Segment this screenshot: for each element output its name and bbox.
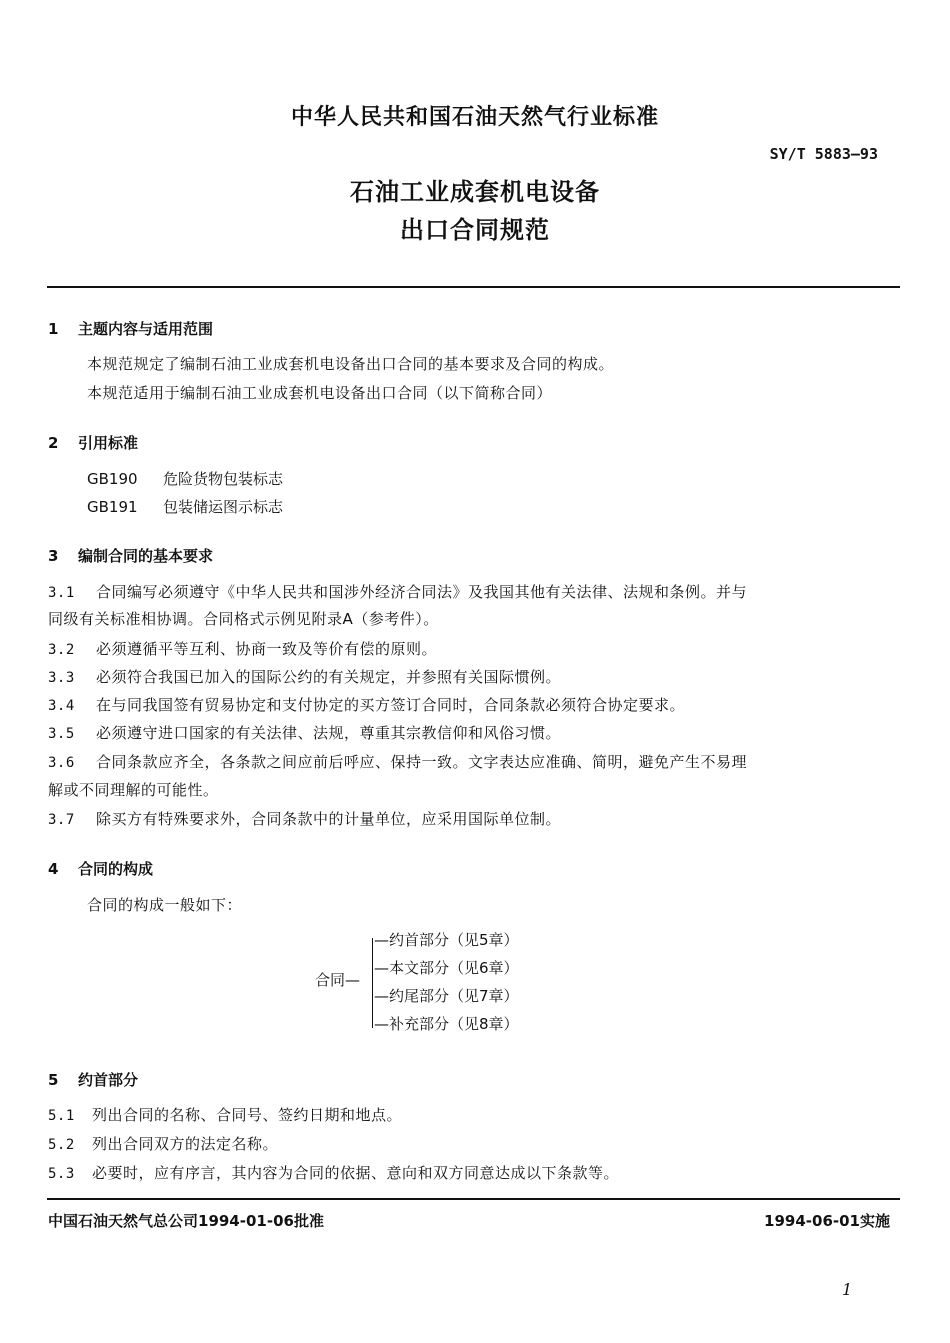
header-divider (47, 286, 900, 288)
structure-root: 合同— (315, 971, 361, 989)
clause-number: 3.6 (48, 755, 75, 771)
clause-5-1 (48, 1104, 402, 1125)
clause-text: 必须遵循平等互利、协商一致及等价有偿的原则。 (96, 640, 438, 658)
section-1-paragraph-2: 本规范适用于编制石油工业成套机电设备出口合同（以下简称合同） (87, 384, 553, 402)
clause-text: 列出合同双方的法定名称。 (92, 1135, 279, 1153)
clause-text: 合同编写必须遵守《中华人民共和国涉外经济合同法》及我国其他有关法律、法规和条例。并与 (96, 583, 748, 601)
section-1-paragraph-1: 本规范规定了编制石油工业成套机电设备出口合同的基本要求及合同的构成。 (87, 355, 615, 373)
reference-name: 包装储运图示标志 (163, 498, 284, 516)
clause-3-1 (48, 581, 747, 602)
reference-name: 危险货物包装标志 (163, 470, 284, 488)
clause-number: 3.5 (48, 726, 75, 742)
reference-code: GB190 (87, 470, 138, 488)
section-number: 3 (48, 547, 59, 565)
document-title-line-1: 石油工业成套机电设备 (350, 178, 600, 206)
standard-number: SY/T 5883—93 (769, 145, 878, 163)
clause-3-5 (48, 722, 561, 743)
clause-number: 3.3 (48, 670, 75, 686)
structure-branch: —本文部分（见6章） (374, 959, 519, 977)
section-1-heading (48, 318, 213, 339)
section-title: 约首部分 (78, 1071, 139, 1089)
section-5-heading (48, 1069, 138, 1090)
document-title-line-2: 出口合同规范 (400, 216, 550, 244)
clause-number: 3.7 (48, 812, 75, 828)
section-4-heading (48, 858, 153, 879)
clause-text: 必须遵守进口国家的有关法律、法规，尊重其宗教信仰和风俗习惯。 (96, 724, 562, 742)
section-number: 4 (48, 860, 59, 878)
section-title: 主题内容与适用范围 (78, 320, 214, 338)
clause-number: 3.2 (48, 642, 75, 658)
effective-date: 1994-06-01实施 (764, 1212, 890, 1230)
clause-text: 在与同我国签有贸易协定和支付协定的买方签订合同时，合同条款必须符合协定要求。 (96, 696, 686, 714)
section-title: 编制合同的基本要求 (78, 547, 214, 565)
clause-3-4 (48, 694, 685, 715)
clause-3-6 (48, 751, 747, 772)
section-title: 合同的构成 (78, 860, 154, 878)
section-title: 引用标准 (78, 434, 139, 452)
section-number: 2 (48, 434, 59, 452)
clause-text: 除买方有特殊要求外，合同条款中的计量单位，应采用国际单位制。 (96, 810, 562, 828)
clause-3-2 (48, 638, 437, 659)
clause-number: 5.2 (48, 1137, 75, 1153)
footer-divider (47, 1198, 900, 1200)
clause-3-7 (48, 808, 561, 829)
clause-number: 5.1 (48, 1108, 75, 1124)
clause-text: 列出合同的名称、合同号、签约日期和地点。 (92, 1106, 403, 1124)
clause-number: 3.4 (48, 698, 75, 714)
clause-text: 必要时，应有序言，其内容为合同的依据、意向和双方同意达成以下条款等。 (92, 1164, 620, 1182)
reference-item (87, 496, 283, 517)
section-number: 5 (48, 1071, 59, 1089)
clause-text: 必须符合我国已加入的国际公约的有关规定，并参照有关国际惯例。 (96, 668, 562, 686)
issuing-authority-heading: 中华人民共和国石油天然气行业标准 (290, 105, 659, 130)
section-3-heading (48, 545, 213, 566)
reference-item (87, 468, 283, 489)
reference-code: GB191 (87, 498, 138, 516)
approval-date: 中国石油天然气总公司1994-01-06批准 (48, 1212, 324, 1230)
structure-branch: —约尾部分（见7章） (374, 987, 519, 1005)
clause-number: 3.1 (48, 585, 75, 601)
section-number: 1 (48, 320, 59, 338)
section-4-intro: 合同的构成一般如下： (87, 896, 243, 914)
structure-branch: —约首部分（见5章） (374, 931, 519, 949)
clause-5-3 (48, 1162, 619, 1183)
structure-bracket (372, 938, 373, 1028)
clause-5-2 (48, 1133, 278, 1154)
clause-number: 5.3 (48, 1166, 75, 1182)
section-2-heading (48, 432, 138, 453)
clause-3-3 (48, 666, 561, 687)
page-number: 1 (842, 1280, 853, 1299)
clause-3-1-continuation: 同级有关标准相协调。合同格式示例见附录A（参考件）。 (48, 610, 439, 628)
clause-3-6-continuation: 解或不同理解的可能性。 (48, 781, 219, 799)
structure-branch: —补充部分（见8章） (374, 1015, 519, 1033)
clause-text: 合同条款应齐全，各条款之间应前后呼应、保持一致。文字表达应准确、简明，避免产生不易理 (96, 753, 748, 771)
